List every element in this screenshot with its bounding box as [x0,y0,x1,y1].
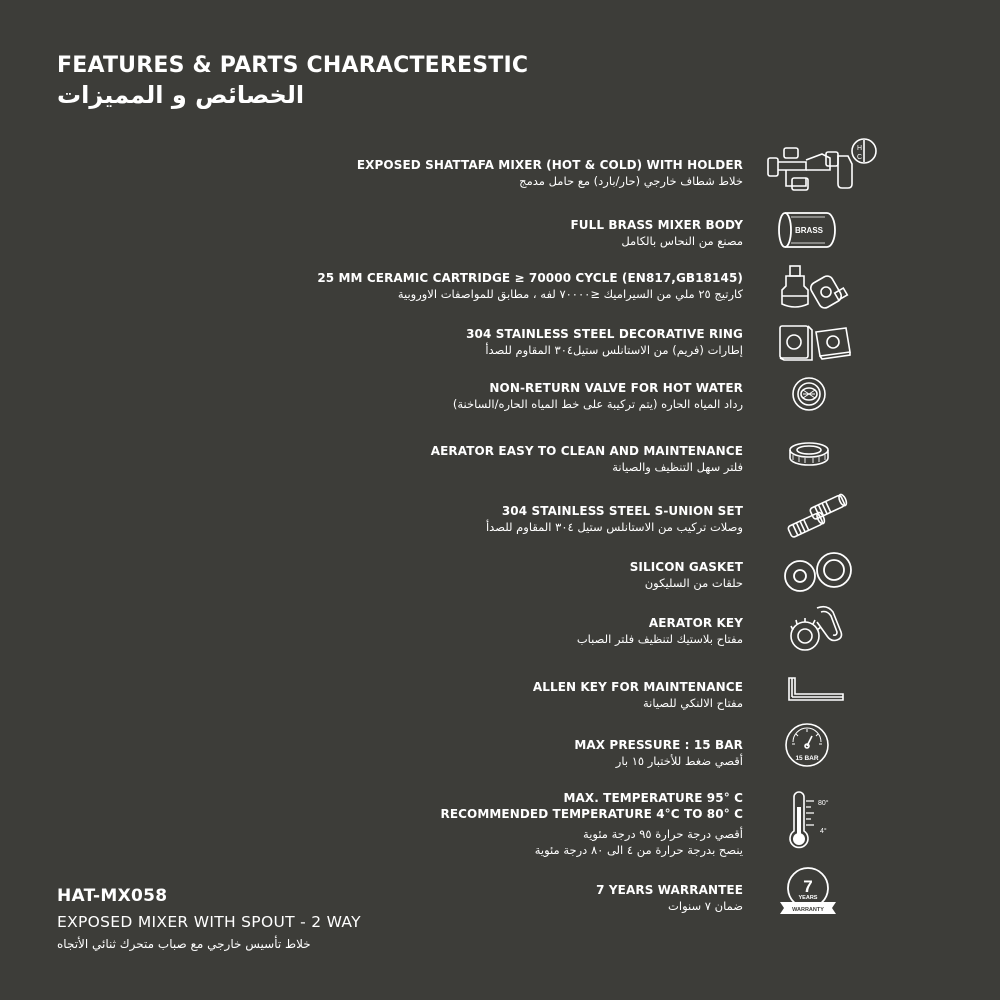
product-subtitle-arabic: خلاط تأسيس خارجي مع صباب متحرك ثنائي الأتجاه [57,937,311,951]
feature-ceramic-cartridge [317,270,743,302]
feature-silicon-gasket [630,559,743,591]
feature-title-arabic: إطارات (فريم) من الاستانلس ستيل٣٠٤ المقاوم للصدأ [485,343,743,357]
feature-title-arabic: مفتاح بلاستيك لتنظيف فلتر الصباب [576,632,743,646]
svg-text:C: C [857,154,863,161]
warranty-years: YEARS [798,895,818,901]
feature-title: 7 YEARS WARRANTEE [596,883,743,897]
feature-aerator [431,443,743,475]
feature-title-arabic: أقصي درجة حرارة ٩٥ درجة مئوية [583,827,743,841]
page-title-arabic: الخصائص و المميزات [57,81,305,109]
model-number: HAT-MX058 [57,886,168,906]
feature-title-arabic: حلقات من السليكون [644,576,743,590]
silicon-gasket-icon [782,552,854,592]
page-header [57,52,528,110]
feature-title-arabic: كارتيج ٢٥ ملي من السيراميك ≤٧٠٠٠٠ لفه ، مطابق للمواصفات الاوروبية [397,287,743,301]
feature-title: 25 MM CERAMIC CARTRIDGE ≥ 70000 CYCLE (EN817,GB18145) [317,271,743,285]
feature-title-arabic: أقصي ضغط للأختبار ١٥ بار [615,754,743,768]
feature-title: AERATOR EASY TO CLEAN AND MAINTENANCE [430,444,743,458]
feature-title-arabic: مصنع من النحاس بالكامل [621,234,743,248]
feature-title-arabic: فلتر سهل التنظيف والصيانة [612,460,743,474]
feature-title: AERATOR KEY [648,616,743,630]
feature-title-arabic: ضمان ٧ سنوات [668,899,743,913]
feature-title-arabic: خلاط شطاف خارجي (حار/بارد) مع حامل مدمج [519,174,743,188]
feature-title-line-2: RECOMMENDED TEMPERATURE 4°C TO 80° C [440,807,743,821]
feature-title: 304 STAINLESS STEEL S-UNION SET [501,504,743,518]
page-title: FEATURES & PARTS CHARACTERESTIC [57,53,529,78]
feature-s-union [486,503,743,535]
feature-warranty [596,882,743,914]
feature-title: MAX. TEMPERATURE 95° C [563,791,743,805]
feature-temperature [440,790,743,858]
brass-label: BRASS [794,226,824,235]
feature-decorative-ring [466,326,743,358]
feature-allen-key [533,679,743,711]
ceramic-cartridge-icon [780,264,852,312]
pressure-label: 15 BAR [795,755,819,762]
feature-shattafa-mixer [357,157,743,189]
feature-non-return-valve [453,380,743,412]
feature-brass-body [570,217,743,249]
pressure-gauge-icon [784,722,830,768]
feature-title-arabic: وصلات تركيب من الاستانلس ستيل ٣٠٤ المقاوم للصدأ [485,520,743,534]
feature-title: 304 STAINLESS STEEL DECORATIVE RING [466,327,743,341]
thermometer-icon [784,793,836,851]
aerator-key-icon [787,602,843,654]
shattafa-mixer-icon [766,136,878,198]
warranty-badge-icon [778,864,838,918]
svg-text:H: H [857,145,863,152]
allen-key-icon [787,676,845,704]
feature-title-arabic: مفتاح الالنكي للصيانة [643,696,743,710]
feature-title: ALLEN KEY FOR MAINTENANCE [532,680,743,694]
feature-title-arabic-line-2: ينصح بدرجة حرارة من ٤ الى ٨٠ درجة مئوية [534,843,743,857]
product-footer [57,884,361,953]
temp-max-label: 80° [818,800,829,807]
brass-cylinder-icon [777,211,837,249]
feature-aerator-key [577,615,743,647]
feature-title: EXPOSED SHATTAFA MIXER (HOT & COLD) WITH HOLDER [356,158,743,172]
decorative-ring-icon [778,322,852,362]
aerator-icon [787,440,831,470]
feature-title-arabic: رداد المياه الحاره (يتم تركيبة على خط المياه الحاره/الساخنة) [452,397,743,411]
feature-title: SILICON GASKET [629,560,743,574]
non-return-valve-icon [791,376,827,412]
product-subtitle: EXPOSED MIXER WITH SPOUT - 2 WAY [57,913,361,931]
s-union-icon [786,490,850,538]
warranty-ribbon: WARRANTY [792,907,824,913]
feature-title: FULL BRASS MIXER BODY [570,218,743,232]
feature-max-pressure [574,737,743,769]
warranty-number: 7 [803,877,813,896]
feature-title: NON-RETURN VALVE FOR HOT WATER [489,381,743,395]
feature-title: MAX PRESSURE : 15 BAR [574,738,743,752]
temp-min-label: 4° [820,828,827,835]
